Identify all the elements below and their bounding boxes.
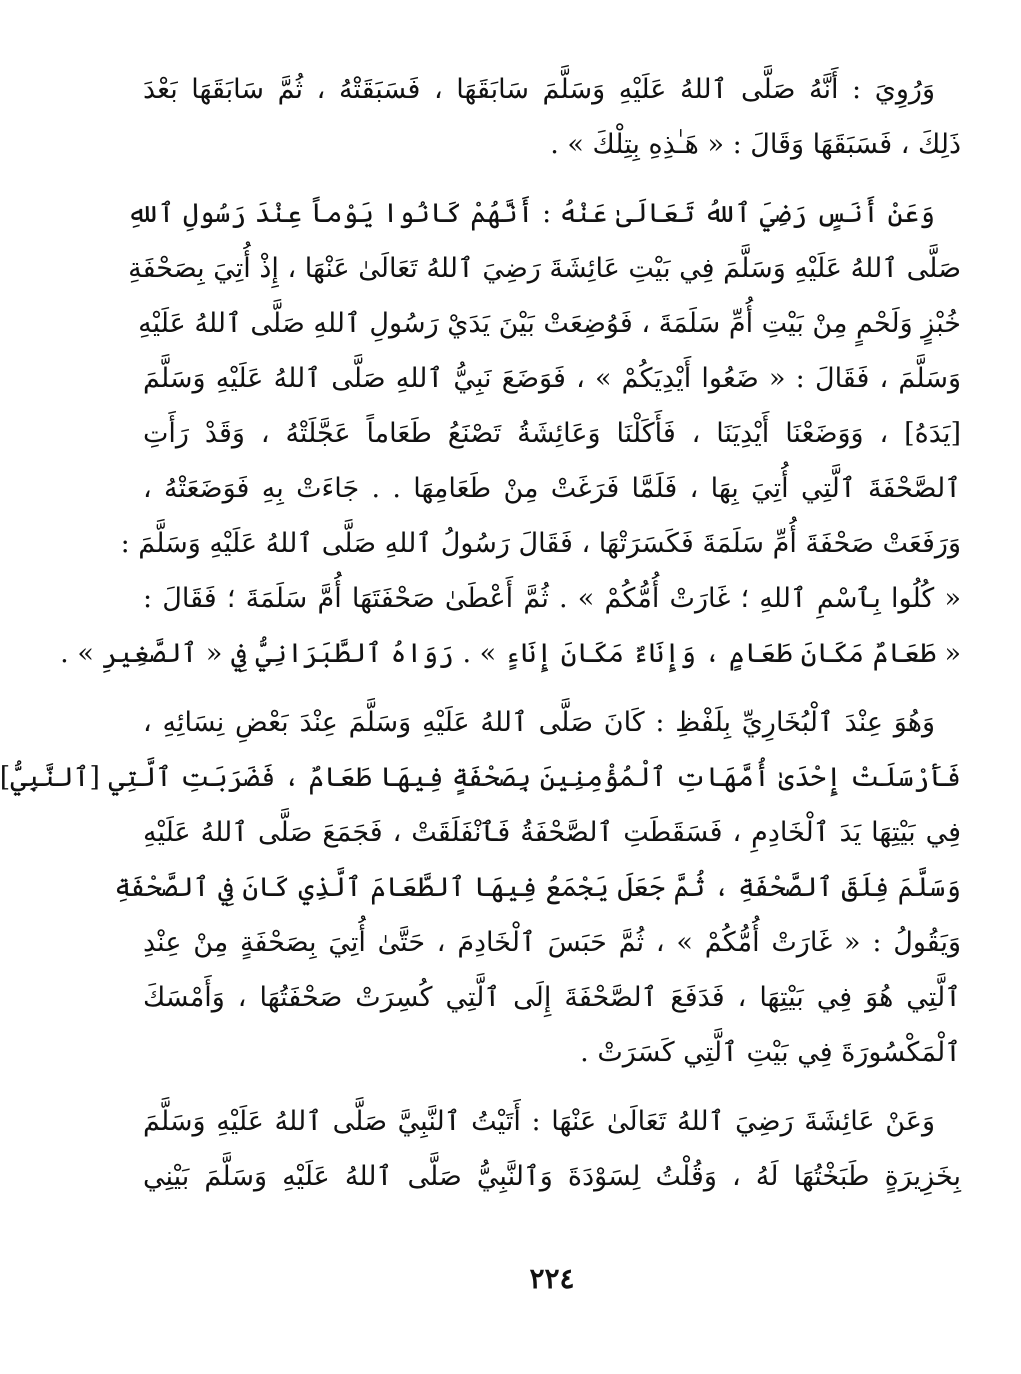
text-line: بِخَزِيرَةٍ طَبَخْتُهَا لَهُ ، وَقُلْتُ لِسَوْدَةَ وَٱلنَّبِيُّ صَلَّى ٱللهُ عَلَيْهِ وَسَلَّمَ بَيْنِي xyxy=(143,1161,961,1192)
text-line: ٱلَّتِي هُوَ فِي بَيْتِهَا ، فَدَفَعَ ٱلصَّحْفَةَ إِلَى ٱلَّتِي كُسِرَتْ صَحْفَتُهَا ، وَأَمْسَكَ xyxy=(143,982,961,1013)
text-line: وَرُوِيَ : أَنَّهُ صَلَّى ٱللهُ عَلَيْهِ وَسَلَّمَ سَابَقَهَا ، فَسَبَقَتْهُ ، ثُمَّ سَابَقَهَا بَعْدَ xyxy=(143,74,935,105)
paragraph-4 xyxy=(143,1094,961,1204)
paragraph-gap xyxy=(143,681,961,695)
paragraph-gap xyxy=(143,1080,961,1094)
text-line: وَيَقُولُ : « غَارَتْ أُمُّكُمْ » ، ثُمَّ حَبَسَ ٱلْخَادِمَ ، حَتَّىٰ أُتِيَ بِصَحْفَةٍ مِنْ عِنْدِ xyxy=(143,927,961,958)
text-line: [يَدَهُ] ، وَوَضَعْنَا أَيْدِيَنَا ، فَأَكَلْنَا وَعَائِشَةُ تَصْنَعُ طَعَاماً عَجَّلَتْهُ ، وَقَدْ رَأَتِ xyxy=(143,418,961,449)
text-line: وَسَلَّمَ ، فَقَالَ : « ضَعُوا أَيْدِيَكُمْ » ، فَوَضَعَ نَبِيُّ ٱللهِ صَلَّى ٱللهُ عَلَيْهِ وَسَلَّمَ xyxy=(143,363,961,394)
text-line: « طَعَامٌ مَكَانَ طَعَامٍ ، وَإِنَاءٌ مَكَانَ إِنَاءٍ » . رَوَاهُ ٱلطَّبَرَانِيُّ فِي « ٱلصَّغِيرِ » . xyxy=(60,638,961,669)
paragraph-gap xyxy=(143,172,961,186)
text-line: وَعَنْ عَائِشَةَ رَضِيَ ٱللهُ تَعَالَىٰ عَنْهَا : أَتَيْتُ ٱلنَّبِيَّ صَلَّى ٱللهُ عَلَيْهِ وَسَلَّمَ xyxy=(143,1106,935,1137)
text-line: « كُلُوا بِٱسْمِ ٱللهِ ؛ غَارَتْ أُمُّكُمْ » . ثُمَّ أَعْطَىٰ صَحْفَتَهَا أُمَّ سَلَمَةَ ؛ فَقَالَ : xyxy=(143,583,961,614)
text-line: خُبْزٍ وَلَحْمٍ مِنْ بَيْتِ أُمِّ سَلَمَةَ ، فَوُضِعَتْ بَيْنَ يَدَيْ رَسُولِ ٱللهِ صَلَّى ٱللهُ عَلَيْهِ xyxy=(138,308,961,339)
paragraph-2 xyxy=(60,186,961,681)
paragraph-3 xyxy=(0,695,961,1080)
paragraph-1 xyxy=(143,62,961,172)
text-line: فِي بَيْتِهَا يَدَ ٱلْخَادِمِ ، فَسَقَطَتِ ٱلصَّحْفَةُ فَٱنْفَلَقَتْ ، فَجَمَعَ صَلَّى ٱللهُ عَلَيْهِ xyxy=(143,817,961,848)
text-line: ذَلِكَ ، فَسَبَقَهَا وَقَالَ : « هَـٰذِهِ بِتِلْكَ » . xyxy=(550,129,961,160)
text-line: وَعَنْ أَنَسٍ رَضِيَ ٱللهُ تَعَالَىٰ عَنْهُ : أَنَّهُمْ كَانُوا يَوْماً عِنْدَ رَسُولِ ٱللهِ xyxy=(126,198,935,229)
page-number: ٢٢٤ xyxy=(529,1262,575,1295)
text-line: صَلَّى ٱللهُ عَلَيْهِ وَسَلَّمَ فِي بَيْتِ عَائِشَةَ رَضِيَ ٱللهُ تَعَالَىٰ عَنْهَا ، إِذْ أُتِيَ بِصَحْفَةِ xyxy=(128,253,961,284)
text-line: فَأَرْسَلَتْ إِحْدَىٰ أُمَّهَاتِ ٱلْمُؤْمِنِينَ بِصَحْفَةٍ فِيهَا طَعَامٌ ، فَضَرَبَتِ ٱلَّتِي [ٱلنَّبِيُّ] xyxy=(0,762,961,793)
text-line: ٱلْمَكْسُورَةَ فِي بَيْتِ ٱلَّتِي كَسَرَتْ . xyxy=(580,1037,961,1068)
text-line: وَهُوَ عِنْدَ ٱلْبُخَارِيِّ بِلَفْظِ : كَانَ صَلَّى ٱللهُ عَلَيْهِ وَسَلَّمَ عِنْدَ بَعْضِ نِسَائِهِ ، xyxy=(143,707,935,738)
text-line: ٱلصَّحْفَةَ ٱلَّتِي أُتِيَ بِهَا ، فَلَمَّا فَرَغَتْ مِنْ طَعَامِهَا . . جَاءَتْ بِهِ فَوَضَعَتْهُ ، xyxy=(143,473,961,504)
text-line: وَسَلَّمَ فِلَقَ ٱلصَّحْفَةِ ، ثُمَّ جَعَلَ يَجْمَعُ فِيهَا ٱلطَّعَامَ ٱلَّذِي كَانَ فِي ٱلصَّحْفَةِ xyxy=(114,872,961,903)
text-line: وَرَفَعَتْ صَحْفَةَ أُمِّ سَلَمَةَ فَكَسَرَتْهَا ، فَقَالَ رَسُولُ ٱللهِ صَلَّى ٱللهُ عَلَيْهِ وَسَلَّمَ : xyxy=(120,528,961,559)
main-text xyxy=(0,62,961,1204)
